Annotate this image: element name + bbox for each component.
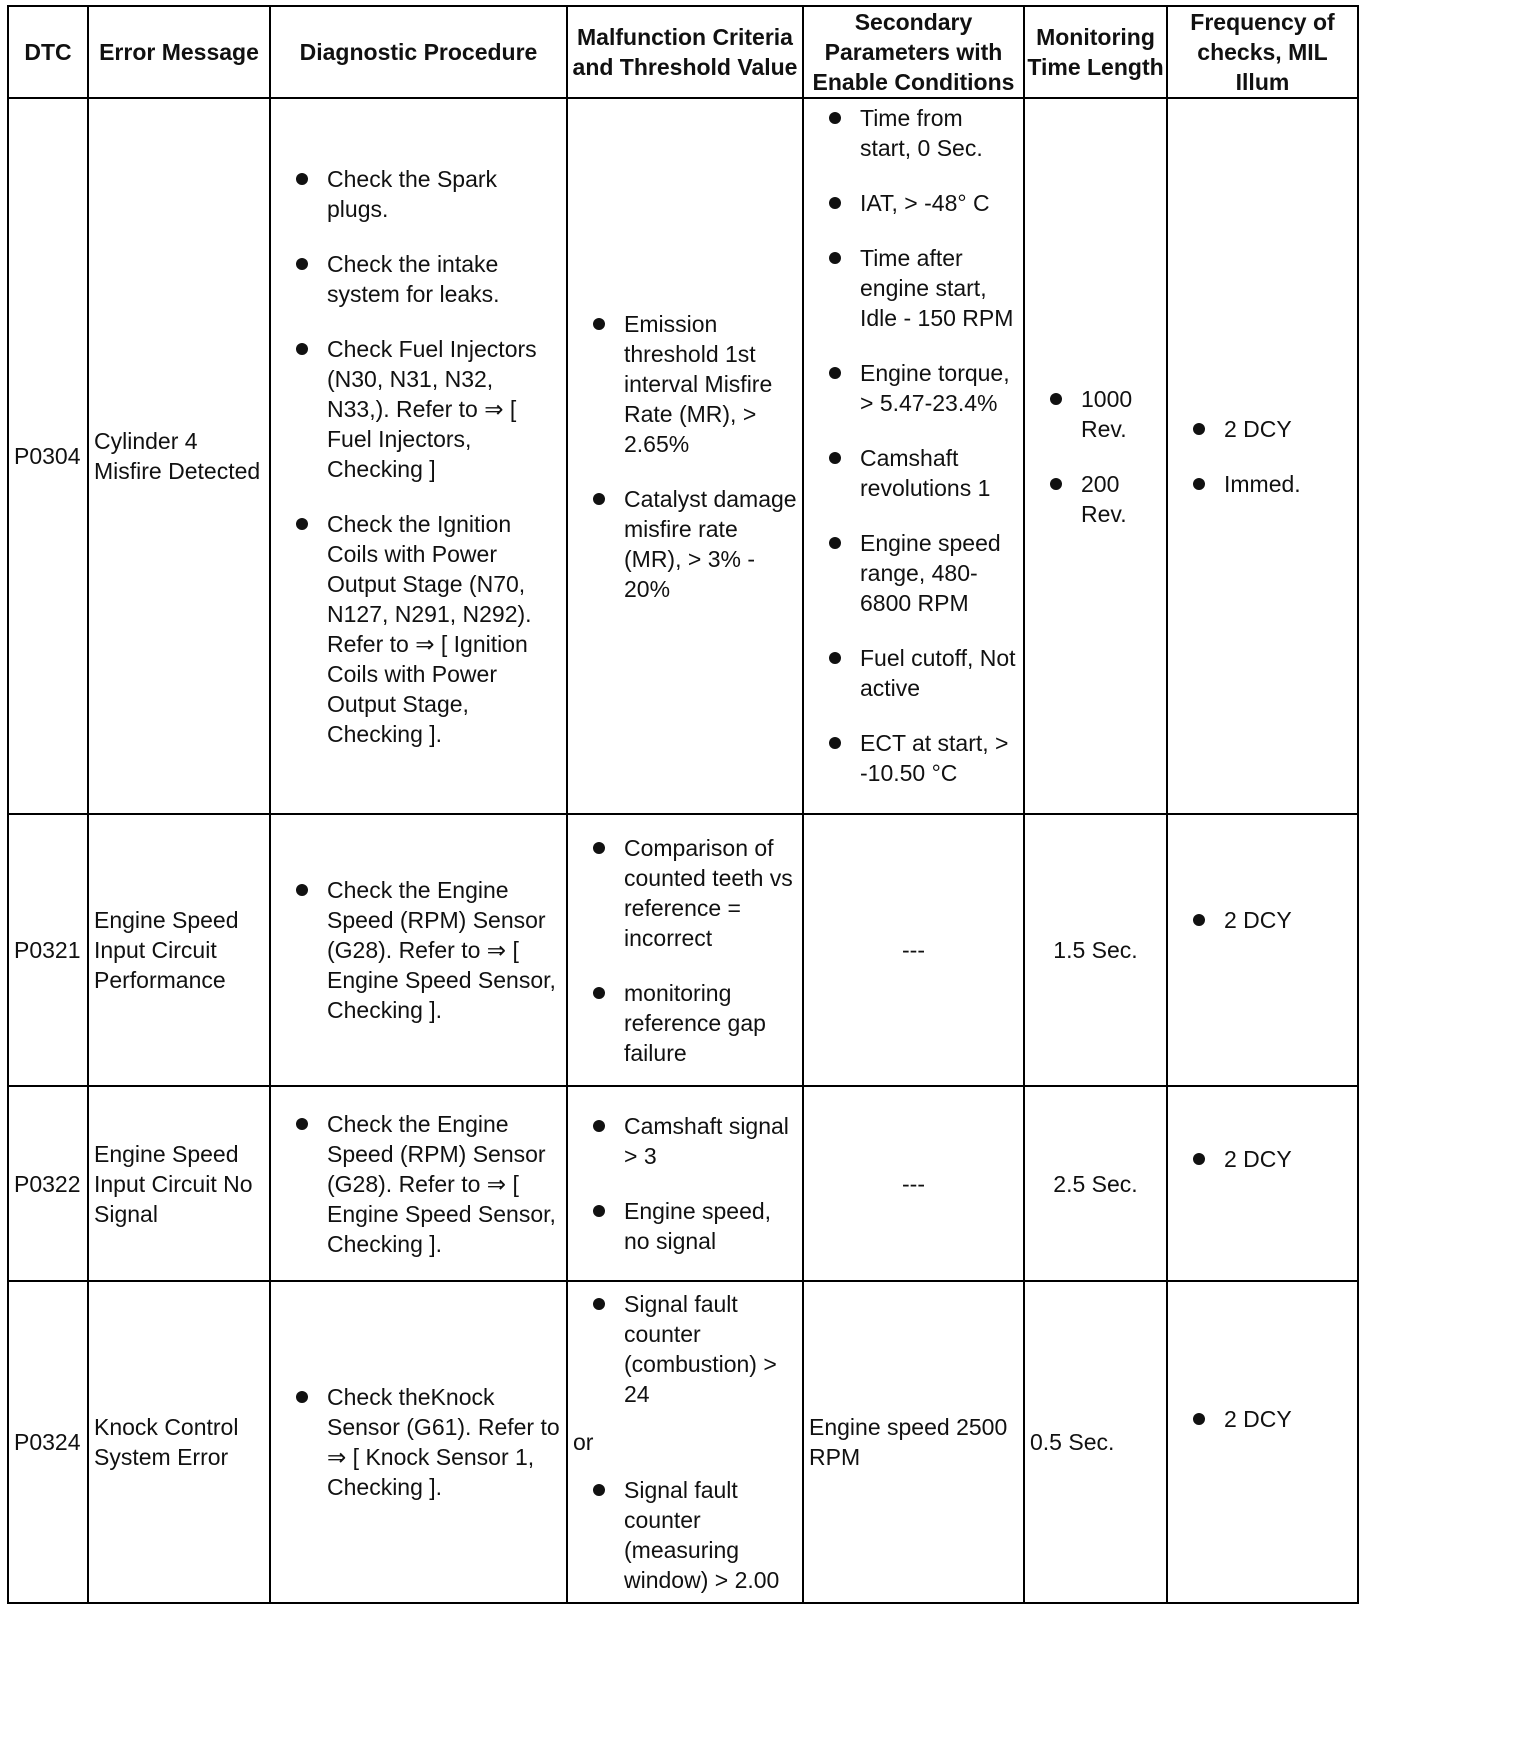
frequency-item: 2 DCY <box>1168 905 1353 935</box>
secondary-value: --- <box>902 1170 925 1197</box>
table-row <box>8 814 1358 1086</box>
header-secondary-parameters: Secondary Parameters with Enable Conditions <box>803 6 1024 98</box>
error-message: Cylinder 4 Misfire Detected <box>94 428 261 484</box>
procedure-item: Check theKnock Sensor (G61). Refer to ⇒ [ Knock Sensor 1, Checking ]. <box>271 1382 562 1502</box>
error-message: Engine Speed Input Circuit Performance <box>94 907 239 993</box>
criteria-or-separator: or <box>573 1429 594 1455</box>
procedure-item: Check the Engine Speed (RPM) Sensor (G28). Refer to ⇒ [ Engine Speed Sensor, Checking ]. <box>271 1109 562 1259</box>
error-message-cell <box>88 1086 270 1281</box>
frequency-item: 2 DCY <box>1168 1404 1353 1434</box>
table-row <box>8 1086 1358 1281</box>
frequency-item: 2 DCY <box>1168 414 1353 444</box>
secondary-item: ECT at start, > -10.50 °C <box>804 728 1019 788</box>
dtc-code: P0321 <box>14 937 81 963</box>
monitoring-value: 2.5 Sec. <box>1053 1170 1138 1197</box>
procedure-item: Check the Engine Speed (RPM) Sensor (G28). Refer to ⇒ [ Engine Speed Sensor, Checking ]. <box>271 875 562 1025</box>
dtc-table <box>7 5 1359 1604</box>
secondary-value: Engine speed 2500 RPM <box>809 1414 1008 1470</box>
error-message: Engine Speed Input Circuit No Signal <box>94 1140 253 1227</box>
frequency-cell <box>1167 98 1358 814</box>
secondary-item: IAT, > -48° C <box>804 188 1019 218</box>
criteria-item: Signal fault counter (combustion) > 24 <box>568 1289 798 1409</box>
frequency-item: Immed. <box>1168 469 1353 499</box>
monitoring-value: 1.5 Sec. <box>1053 937 1138 963</box>
procedure-item: Check the intake system for leaks. <box>271 249 562 309</box>
monitoring-item: 200 Rev. <box>1025 469 1162 529</box>
criteria-item: Signal fault counter (measuring window) > 2.00 <box>568 1475 798 1595</box>
monitoring-cell <box>1024 1281 1167 1603</box>
header-row <box>8 6 1358 98</box>
procedure-cell <box>270 98 567 814</box>
criteria-item: Catalyst damage misfire rate (MR), > 3% - 20% <box>568 484 798 604</box>
criteria-item: Camshaft signal > 3 <box>568 1111 798 1171</box>
dtc-code: P0322 <box>14 1170 81 1197</box>
secondary-item: Camshaft revolutions 1 <box>804 443 1019 503</box>
secondary-item: Fuel cutoff, Not active <box>804 643 1019 703</box>
dtc-cell <box>8 1086 88 1281</box>
criteria-item: Emission threshold 1st interval Misfire Rate (MR), > 2.65% <box>568 309 798 459</box>
error-message-cell <box>88 1281 270 1603</box>
secondary-item: Engine torque, > 5.47-23.4% <box>804 358 1019 418</box>
criteria-cell <box>567 814 803 1086</box>
dtc-cell <box>8 814 88 1086</box>
secondary-item: Time from start, 0 Sec. <box>804 103 1019 163</box>
procedure-item: Check the Ignition Coils with Power Output Stage (N70, N127, N291, N292). Refer to ⇒ [ Ignition Coils with Power Output Stage, Checking ]. <box>271 509 562 749</box>
header-error-message: Error Message <box>88 6 270 98</box>
frequency-cell <box>1167 1281 1358 1603</box>
secondary-cell <box>803 98 1024 814</box>
monitoring-cell <box>1024 1086 1167 1281</box>
secondary-item: Time after engine start, Idle - 150 RPM <box>804 243 1019 333</box>
criteria-cell <box>567 1281 803 1603</box>
criteria-item: Comparison of counted teeth vs reference = incorrect <box>568 833 798 953</box>
secondary-cell <box>803 1086 1024 1281</box>
procedure-cell <box>270 1281 567 1603</box>
frequency-cell <box>1167 814 1358 1086</box>
header-dtc: DTC <box>8 6 88 98</box>
monitoring-cell <box>1024 98 1167 814</box>
criteria-item: monitoring reference gap failure <box>568 978 798 1068</box>
criteria-item: Engine speed, no signal <box>568 1196 798 1256</box>
header-frequency: Frequency of checks, MIL Illum <box>1167 6 1358 98</box>
procedure-item: Check the Spark plugs. <box>271 164 562 224</box>
secondary-cell <box>803 1281 1024 1603</box>
monitoring-cell <box>1024 814 1167 1086</box>
procedure-item: Check Fuel Injectors (N30, N31, N32, N33,). Refer to ⇒ [ Fuel Injectors, Checking ] <box>271 334 562 484</box>
frequency-item: 2 DCY <box>1168 1144 1353 1174</box>
header-monitoring-time: Monitoring Time Length <box>1024 6 1167 98</box>
header-diagnostic-procedure: Diagnostic Procedure <box>270 6 567 98</box>
table-row <box>8 98 1358 814</box>
procedure-cell <box>270 1086 567 1281</box>
dtc-code: P0304 <box>14 443 81 469</box>
dtc-cell <box>8 98 88 814</box>
error-message-cell <box>88 814 270 1086</box>
monitoring-item: 1000 Rev. <box>1025 384 1162 444</box>
secondary-cell <box>803 814 1024 1086</box>
dtc-code: P0324 <box>14 1429 81 1455</box>
error-message-cell <box>88 98 270 814</box>
secondary-item: Engine speed range, 480-6800 RPM <box>804 528 1019 618</box>
criteria-cell <box>567 98 803 814</box>
criteria-cell <box>567 1086 803 1281</box>
secondary-value: --- <box>902 937 925 963</box>
frequency-cell <box>1167 1086 1358 1281</box>
dtc-cell <box>8 1281 88 1603</box>
header-malfunction-criteria: Malfunction Criteria and Threshold Value <box>567 6 803 98</box>
error-message: Knock Control System Error <box>94 1414 239 1470</box>
procedure-cell <box>270 814 567 1086</box>
monitoring-value: 0.5 Sec. <box>1030 1429 1115 1455</box>
table-row <box>8 1281 1358 1603</box>
